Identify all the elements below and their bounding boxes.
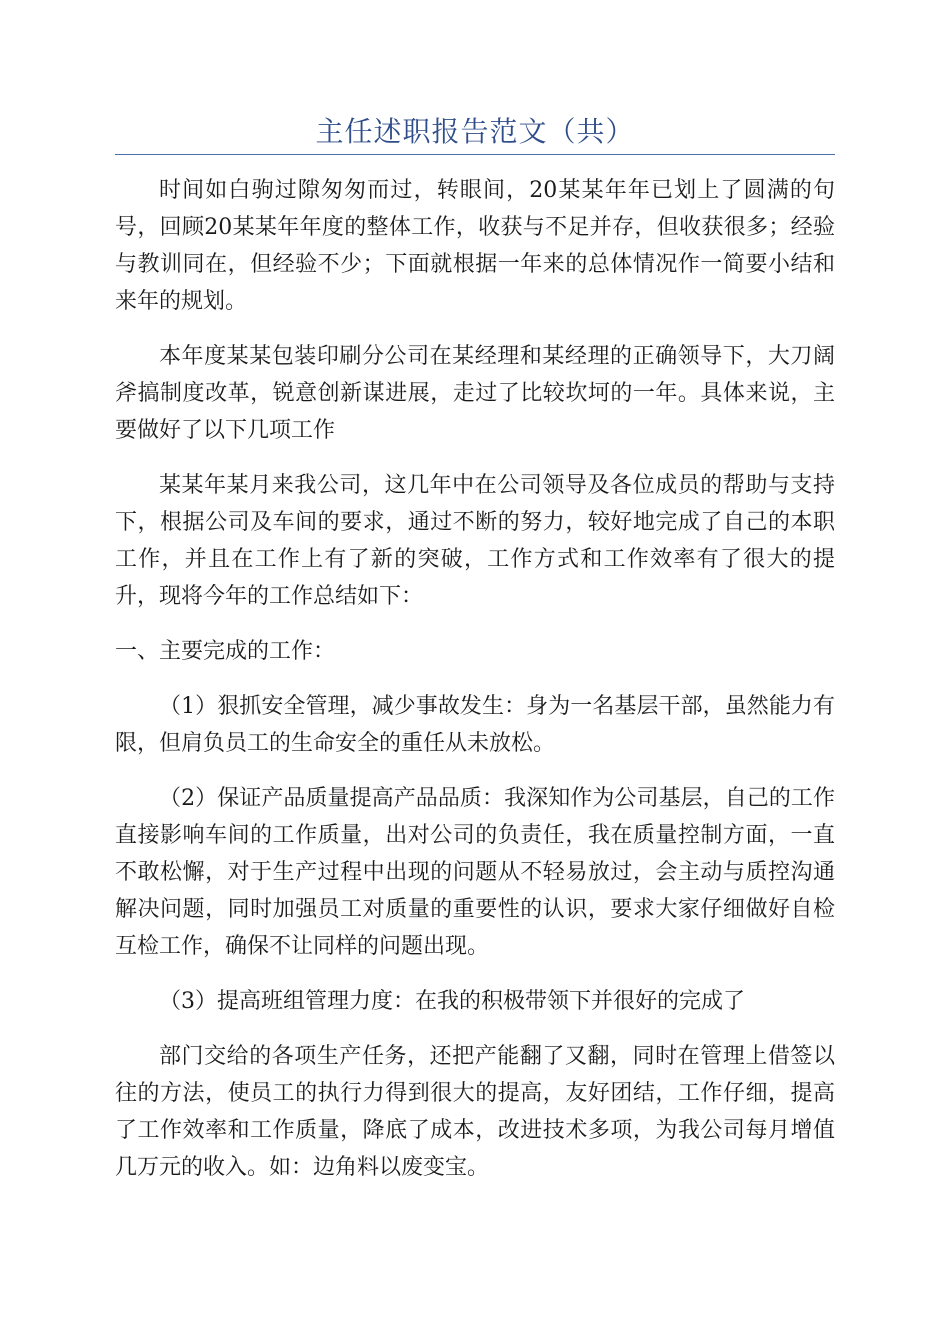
document-body — [115, 172, 835, 1186]
paragraph-item-2: （2）保证产品质量提高产品品质：我深知作为公司基层，自己的工作直接影响车间的工作质量，出对公司的负责任，我在质量控制方面，一直不敢松懈，对于生产过程中出现的问题从不轻易放过，会主动与质控沟通解决问题，同时加强员工对质量的重要性的认识，要求大家仔细做好自检互检工作，确保不让同样的问题出现。 — [115, 786, 835, 959]
paragraph-item-3: （3）提高班组管理力度：在我的积极带领下并很好的完成了 — [159, 989, 745, 1014]
paragraph-intro: 时间如白驹过隙匆匆而过，转眼间，20某某年年已划上了圆满的句号，回顾20某某年年度的整体工作，收获与不足并存，但收获很多；经验与教训同在，但经验不少；下面就根据一年来的总体情况作一简要小结和来年的规划。 — [115, 178, 835, 314]
title-underline — [115, 154, 835, 155]
paragraph-overview: 本年度某某包装印刷分公司在某经理和某经理的正确领导下，大刀阔斧搞制度改革，锐意创新谋进展，走过了比较坎坷的一年。具体来说，主要做好了以下几项工作 — [115, 344, 835, 443]
section-heading: 一、主要完成的工作： — [115, 639, 336, 664]
paragraph-item-3-continued: 部门交给的各项生产任务，还把产能翻了又翻，同时在管理上借签以往的方法，使员工的执行力得到很大的提高，友好团结，工作仔细，提高了工作效率和工作质量，降底了成本，改进技术多项，为我公司每月增值几万元的收入。如：边角料以废变宝。 — [115, 1044, 835, 1180]
document-title: 主任述职报告范文（共） — [315, 115, 635, 148]
paragraph-item-1: （1）狠抓安全管理，减少事故发生：身为一名基层干部，虽然能力有限，但肩负员工的生命安全的重任从未放松。 — [115, 694, 835, 756]
paragraph-summary: 某某年某月来我公司，这几年中在公司领导及各位成员的帮助与支持下，根据公司及车间的要求，通过不断的努力，较好地完成了自己的本职工作，并且在工作上有了新的突破，工作方式和工作效率有了很大的提升，现将今年的工作总结如下： — [115, 473, 835, 609]
